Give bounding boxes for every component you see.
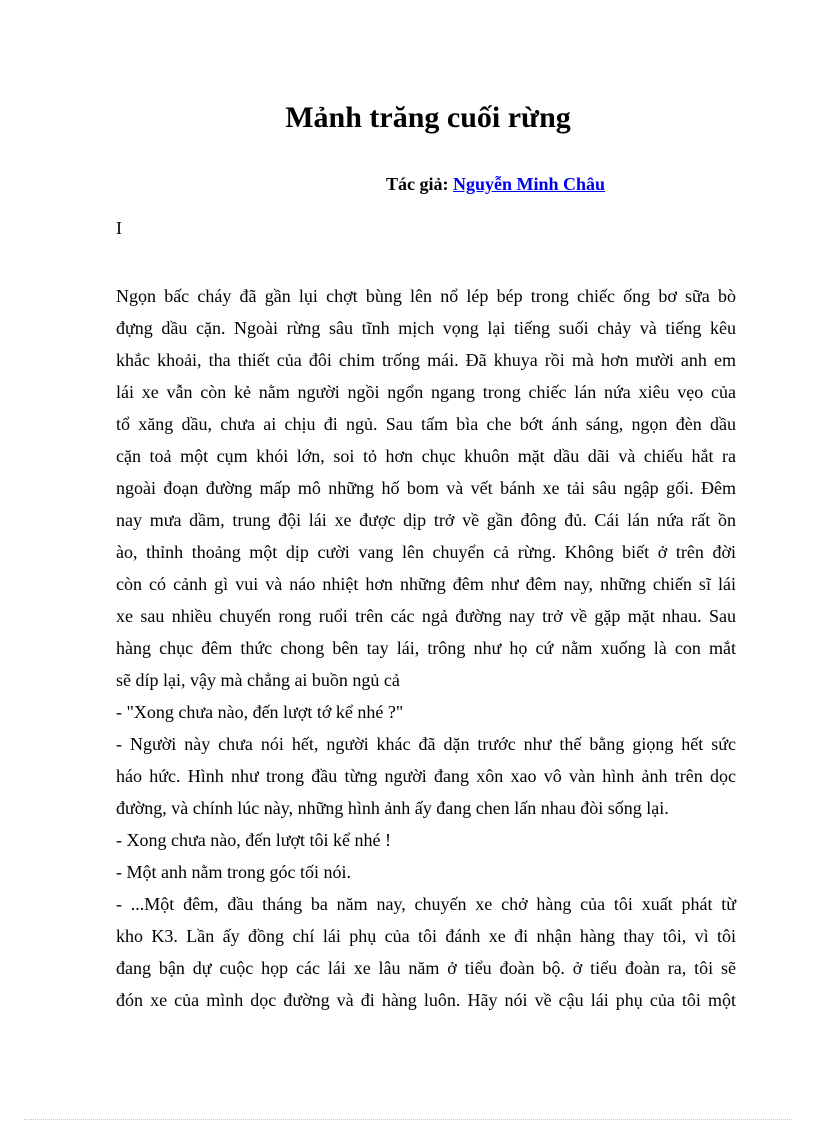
story-line: tổ xăng dầu, chưa ai chịu đi ngủ. Sau tấm bìa che bớt ánh sáng, ngọn đèn dầu <box>116 414 736 434</box>
story-line: đang bận dự cuộc họp các lái xe lâu năm ở tiểu đoàn bộ. ở tiểu đoàn ra, tôi sẽ <box>116 958 736 978</box>
story-line: - Một anh nằm trong góc tối nói. <box>116 862 351 882</box>
story-line: - "Xong chưa nào, đến lượt tớ kể nhé ?" <box>116 702 404 722</box>
story-line: sẽ díp lại, vậy mà chẳng ai buồn ngủ cả <box>116 670 400 690</box>
story-line: khắc khoải, tha thiết của đôi chim trống mái. Đã khuya rồi mà hơn mười anh em <box>116 350 736 370</box>
story-line: - Người này chưa nói hết, người khác đã dặn trước như thế bằng giọng hết sức <box>116 734 736 754</box>
author-line <box>386 172 605 196</box>
story-line: - Xong chưa nào, đến lượt tôi kể nhé ! <box>116 830 391 850</box>
story-body <box>116 280 736 1016</box>
story-line: xe sau nhiều chuyến rong ruổi trên các ngả đường nay trở về gặp mặt nhau. Sau <box>116 606 736 626</box>
story-line: ngoài đoạn đường mấp mô những hố bom và vết bánh xe tải sâu ngập gối. Đêm <box>116 478 736 498</box>
story-line: đường, và chính lúc này, những hình ảnh ấy đang chen lấn nhau đòi sống lại. <box>116 798 669 818</box>
story-line: - ...Một đêm, đầu tháng ba năm nay, chuyến xe chở hàng của tôi xuất phát từ <box>116 894 736 914</box>
page-divider <box>24 1119 792 1120</box>
story-line: lái xe vẫn còn kẻ nằm người ngồi ngổn ngang trong chiếc lán nứa xiêu vẹo của <box>116 382 736 402</box>
story-line: ào, thỉnh thoảng một dịp cười vang lên chuyển cả rừng. Không biết ở trên đời <box>116 542 736 562</box>
story-line: đón xe của mình dọc đường và đi hàng luôn. Hãy nói về cậu lái phụ của tôi một <box>116 990 736 1010</box>
chapter-heading: I <box>116 218 122 238</box>
document-title: Mảnh trăng cuối rừng <box>285 101 571 134</box>
author-label: Tác giả: <box>386 174 449 194</box>
story-line: kho K3. Lần ấy đồng chí lái phụ của tôi đánh xe đi nhận hàng thay tôi, vì tôi <box>116 926 736 946</box>
story-line: nay mưa dầm, trung đội lái xe được dịp trở về gần đông đủ. Cái lán nứa rất ồn <box>116 510 736 530</box>
story-line: cặn toả một cụm khói lớn, soi tỏ hơn chục khuôn mặt dầu dãi và chiếu hắt ra <box>116 446 736 466</box>
author-link[interactable]: Nguyễn Minh Châu <box>453 174 606 194</box>
story-line: đựng dầu cặn. Ngoài rừng sâu tĩnh mịch vọng lại tiếng suối chảy và tiếng kêu <box>116 318 736 338</box>
story-line: háo hức. Hình như trong đầu từng người đang xôn xao vô vàn hình ảnh trên dọc <box>116 766 736 786</box>
story-line: còn có cảnh gì vui và náo nhiệt hơn những đêm như đêm nay, những chiến sĩ lái <box>116 574 736 594</box>
story-line: hàng chục đêm thức chong bên tay lái, trông như họ cứ nằm xuống là con mắt <box>116 638 736 658</box>
story-line: Ngọn bấc cháy đã gần lụi chợt bùng lên nổ lép bép trong chiếc ống bơ sữa bò <box>116 286 736 306</box>
